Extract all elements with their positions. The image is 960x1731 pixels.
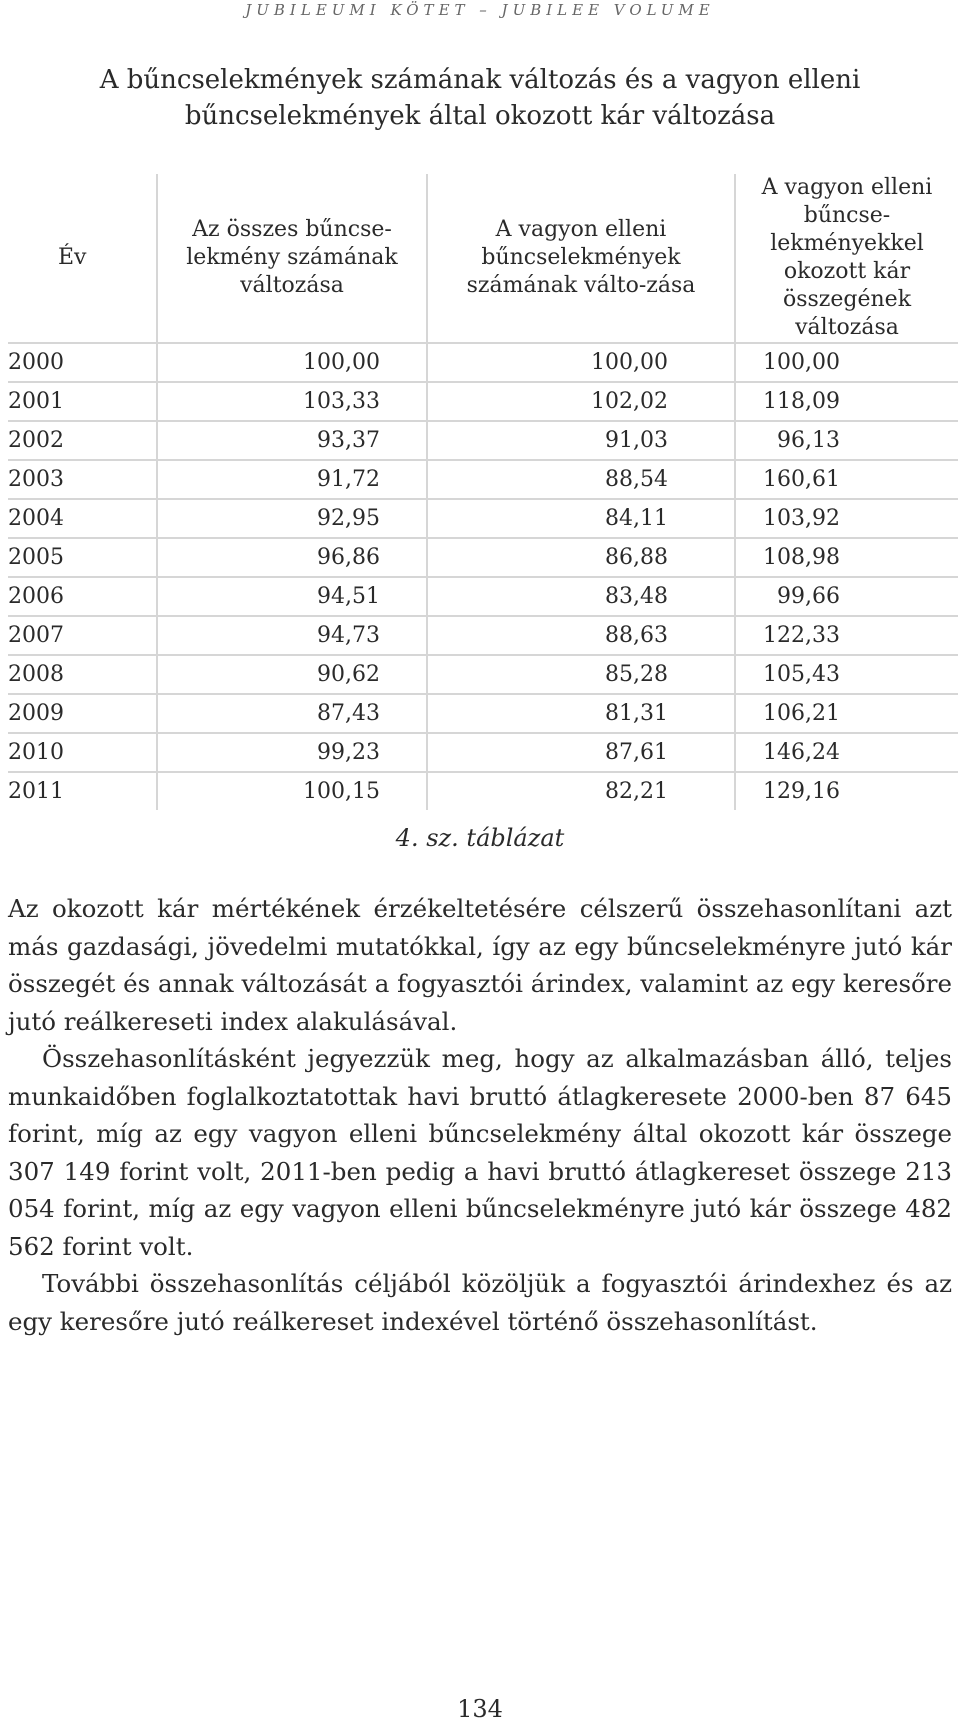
- cell-property-crimes: 81,31: [427, 694, 735, 733]
- cell-property-crimes: 91,03: [427, 421, 735, 460]
- cell-year: 2009: [8, 694, 157, 733]
- cell-property-crimes: 88,63: [427, 616, 735, 655]
- cell-damage: 118,09: [735, 382, 958, 421]
- cell-damage: 106,21: [735, 694, 958, 733]
- header-year: Év: [8, 174, 157, 343]
- table-row: [8, 655, 958, 694]
- table-row: [8, 694, 958, 733]
- cell-year: 2006: [8, 577, 157, 616]
- cell-damage: 96,13: [735, 421, 958, 460]
- cell-damage: 100,00: [735, 343, 958, 382]
- cell-all-crimes: 92,95: [157, 499, 427, 538]
- table-row: [8, 772, 958, 810]
- table-row: [8, 382, 958, 421]
- table-row: [8, 733, 958, 772]
- cell-damage: 122,33: [735, 616, 958, 655]
- cell-property-crimes: 85,28: [427, 655, 735, 694]
- cell-all-crimes: 87,43: [157, 694, 427, 733]
- cell-property-crimes: 88,54: [427, 460, 735, 499]
- cell-all-crimes: 94,51: [157, 577, 427, 616]
- cell-property-crimes: 83,48: [427, 577, 735, 616]
- cell-all-crimes: 96,86: [157, 538, 427, 577]
- cell-all-crimes: 94,73: [157, 616, 427, 655]
- table-title-line-1: A bűncselekmények számának változás és a vagyon elleni: [99, 65, 861, 95]
- cell-property-crimes: 86,88: [427, 538, 735, 577]
- cell-year: 2007: [8, 616, 157, 655]
- cell-all-crimes: 100,00: [157, 343, 427, 382]
- cell-year: 2010: [8, 733, 157, 772]
- table-row: [8, 577, 958, 616]
- cell-damage: 108,98: [735, 538, 958, 577]
- cell-year: 2004: [8, 499, 157, 538]
- cell-property-crimes: 84,11: [427, 499, 735, 538]
- cell-all-crimes: 93,37: [157, 421, 427, 460]
- table-title-line-2: bűncselekmények által okozott kár változása: [184, 101, 776, 131]
- cell-damage: 129,16: [735, 772, 958, 810]
- cell-year: 2011: [8, 779, 64, 804]
- running-head: JUBILEUMI KÖTET – JUBILEE VOLUME: [245, 1, 715, 19]
- cell-damage: 103,92: [735, 499, 958, 538]
- table-title: [0, 62, 960, 134]
- cell-damage: 105,43: [735, 655, 958, 694]
- table-row: [8, 538, 958, 577]
- cell-all-crimes: 90,62: [157, 655, 427, 694]
- cell-year: 2001: [8, 382, 157, 421]
- cell-damage: 99,66: [735, 577, 958, 616]
- cell-property-crimes: 82,21: [427, 772, 735, 810]
- cell-year: 2008: [8, 655, 157, 694]
- cell-property-crimes: 102,02: [427, 382, 735, 421]
- cell-year: 2000: [8, 343, 157, 382]
- paragraph: Az okozott kár mértékének érzékeltetésére célszerű összehasonlítani azt más gazdasági, jövedelmi mutatókkal, így az egy bűncselekményre jutó kár összegét és annak változását a fogyasztói árindex, valamint az egy keresőre jutó reálkereseti index alakulásával.: [8, 894, 952, 1036]
- table-row: [8, 421, 958, 460]
- paragraph: Összehasonlításként jegyezzük meg, hogy az alkalmazásban álló, teljes munkaidőben foglalkoztatottak havi bruttó átlagkeresete 2000-ben 87 645 forint, míg az egy vagyon elleni bűncselekmény által okozott kár összege 307 149 forint volt, 2011-ben pedig a havi bruttó átlagkereset összege 213 054 forint, míg az egy vagyon elleni bűncselekményre jutó kár összege 482 562 forint volt.: [8, 1044, 952, 1261]
- table-header-row: [8, 174, 958, 343]
- cell-all-crimes: 100,15: [157, 772, 427, 810]
- crime-index-table: [8, 174, 958, 810]
- cell-all-crimes: 103,33: [157, 382, 427, 421]
- header-damage: A vagyon elleni bűncse-lekményekkel okozott kár összegének változása: [735, 174, 958, 343]
- body-text: [8, 890, 952, 1340]
- cell-damage: 160,61: [735, 460, 958, 499]
- header-all-crimes: Az összes bűncse-lekmény számának változása: [157, 174, 427, 343]
- cell-year: 2002: [8, 421, 157, 460]
- table-row: [8, 343, 958, 382]
- cell-property-crimes: 100,00: [427, 343, 735, 382]
- table-row: [8, 460, 958, 499]
- cell-damage: 146,24: [735, 733, 958, 772]
- header-property-crimes: A vagyon elleni bűncselekmények számának válto-zása: [427, 174, 735, 343]
- paragraph: További összehasonlítás céljából közöljük a fogyasztói árindexhez és az egy keresőre jutó reálkereset indexével történő összehasonlítást.: [8, 1269, 952, 1336]
- cell-property-crimes: 87,61: [427, 733, 735, 772]
- table-caption: 4. sz. táblázat: [395, 824, 565, 852]
- cell-all-crimes: 91,72: [157, 460, 427, 499]
- page-number: 134: [457, 1695, 503, 1723]
- cell-year: 2005: [8, 538, 157, 577]
- cell-year: 2003: [8, 460, 157, 499]
- table-row: [8, 499, 958, 538]
- table-body: [8, 343, 958, 810]
- table-row: [8, 616, 958, 655]
- cell-all-crimes: 99,23: [157, 733, 427, 772]
